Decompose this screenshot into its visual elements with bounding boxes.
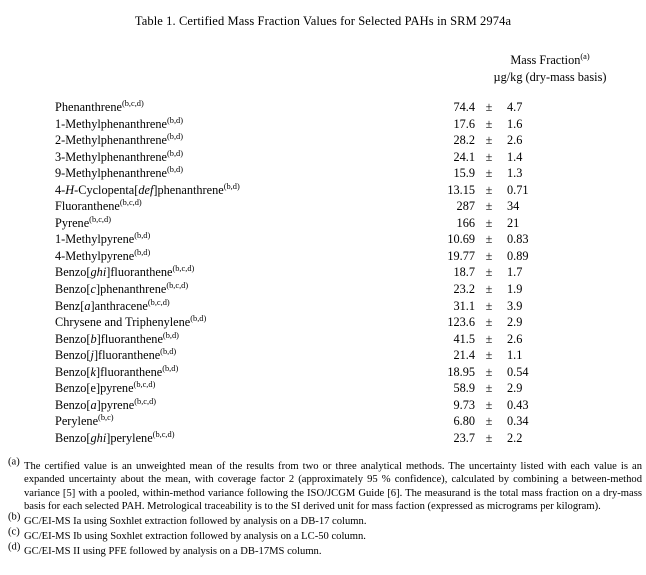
plus-minus-symbol: ± <box>485 430 493 445</box>
footnote-text: The certified value is an unweighted mean of the results from two or three analytical methods. The uncertainty listed with each value is an expanded uncertainty about the mean, with coverage factor 2 (approximately 95 % confidence), calculated by combining a between-method variance [5] with a pooled, within-method variance following the ISO/JCGM Guide [6]. The measurand is the total mass fraction on a dry-mass basis for each selected PAH. Metrological traceability is to the SI derived unit for mass faction (expressed as micrograms per kilogram). <box>24 461 642 513</box>
footnote <box>8 526 642 543</box>
table-row <box>0 183 646 200</box>
table-row <box>0 398 646 415</box>
analyte-name: Benzo[a]pyrene$^{(b,c,d)}$ <box>55 396 157 412</box>
plus-minus-symbol: ± <box>485 215 493 230</box>
uncertainty-value: 1.1 <box>507 348 523 363</box>
analyte-name: 9-Methylphenanthrene$^{(b,d)}$ <box>55 165 184 181</box>
plus-minus-symbol: ± <box>485 166 493 181</box>
uncertainty-value: 1.7 <box>507 265 523 280</box>
mass-fraction-value: 28.2 <box>453 133 475 148</box>
analyte-name: Benzo[c]phenanthrene$^{(b,c,d)}$ <box>55 280 189 297</box>
table-row <box>0 199 646 216</box>
table-row <box>0 365 646 382</box>
mass-fraction-value: 17.6 <box>453 116 475 131</box>
footnote <box>8 541 642 558</box>
uncertainty-value: 4.7 <box>507 100 523 114</box>
mass-fraction-value: 24.1 <box>453 149 475 164</box>
footnote <box>8 456 642 513</box>
mass-fraction-value: 9.73 <box>453 397 475 412</box>
mass-fraction-value: 74.4 <box>453 100 475 114</box>
footnote <box>8 511 642 528</box>
table-row <box>0 431 646 448</box>
analyte-name: Benzo[e]pyrene$^{(b,c,d)}$ <box>55 380 156 396</box>
uncertainty-value: 21 <box>507 215 520 230</box>
uncertainty-value: 1.4 <box>507 149 523 164</box>
uncertainty-value: 2.9 <box>507 381 523 396</box>
uncertainty-value: 0.83 <box>507 232 529 247</box>
table-row <box>0 249 646 266</box>
table-row <box>0 414 646 431</box>
analyte-name: Benzo[b]fluoranthene$^{(b,d)}$ <box>55 330 179 346</box>
mass-fraction-value: 123.6 <box>447 315 475 330</box>
table-row <box>0 150 646 167</box>
mass-fraction-value: 18.7 <box>453 265 475 280</box>
analyte-name: Fluoranthene$^{(b,c,d)}$ <box>55 198 142 214</box>
uncertainty-value: 0.89 <box>507 248 529 263</box>
table-row <box>0 348 646 365</box>
uncertainty-value: 0.71 <box>507 182 529 197</box>
analyte-name: Benz[a]anthracene$^{(b,c,d)}$ <box>55 297 170 313</box>
mass-fraction-value: 15.9 <box>453 166 475 181</box>
plus-minus-symbol: ± <box>485 397 493 412</box>
table-page <box>0 14 646 575</box>
footnote-mark: (a) <box>8 456 20 468</box>
table-row <box>0 133 646 150</box>
table-row <box>0 232 646 249</box>
plus-minus-symbol: ± <box>485 381 493 396</box>
analyte-name: 4-Methylpyrene$^{(b,d)}$ <box>55 247 151 263</box>
plus-minus-symbol: ± <box>485 100 493 114</box>
table-row <box>0 381 646 398</box>
plus-minus-symbol: ± <box>485 133 493 148</box>
table-row <box>0 332 646 349</box>
footnote-text: GC/EI-MS II using PFE followed by analysis on a DB-17MS column. <box>24 545 322 557</box>
table-row <box>0 282 646 299</box>
analyte-name: Benzo[j]fluoranthene$^{(b,d)}$ <box>55 347 177 363</box>
plus-minus-symbol: ± <box>485 414 493 429</box>
plus-minus-symbol: ± <box>485 315 493 330</box>
analyte-name: 1-Methylphenanthrene$^{(b,d)}$ <box>55 115 184 131</box>
table-row <box>0 265 646 282</box>
mass-fraction-value: 10.69 <box>447 232 475 247</box>
mass-fraction-value: 23.2 <box>453 282 475 297</box>
plus-minus-symbol: ± <box>485 248 493 263</box>
uncertainty-value: 0.34 <box>507 414 529 429</box>
footnotes <box>8 456 642 559</box>
analyte-name: Pyrene$^{(b,c,d)}$ <box>55 214 111 230</box>
uncertainty-value: 2.9 <box>507 315 523 330</box>
table-row <box>0 117 646 134</box>
mass-fraction-value: 31.1 <box>453 298 475 313</box>
footnote-mark: (d) <box>8 541 21 553</box>
uncertainty-value: 2.6 <box>507 331 523 346</box>
column-header-footnote-mark: (a) <box>580 51 590 61</box>
plus-minus-symbol: ± <box>485 348 493 363</box>
table-row <box>0 166 646 183</box>
table-row <box>0 299 646 316</box>
mass-fraction-value: 6.80 <box>453 414 475 429</box>
plus-minus-symbol: ± <box>485 149 493 164</box>
mass-fraction-value: 21.4 <box>453 348 475 363</box>
uncertainty-value: 0.43 <box>507 397 529 412</box>
table-row <box>0 315 646 332</box>
analyte-name: 1-Methylpyrene$^{(b,d)}$ <box>55 231 151 247</box>
analyte-name: Benzo[k]fluoranthene$^{(b,d)}$ <box>55 363 179 379</box>
plus-minus-symbol: ± <box>485 116 493 131</box>
analyte-name: Benzo[ghi]fluoranthene$^{(b,c,d)}$ <box>55 264 195 280</box>
uncertainty-value: 1.6 <box>507 116 523 131</box>
plus-minus-symbol: ± <box>485 364 493 379</box>
uncertainty-value: 3.9 <box>507 298 523 313</box>
column-header <box>455 52 645 85</box>
analyte-name: 4-H-Cyclopenta[def]phenanthrene$^{(b,d)}$ <box>55 181 240 197</box>
mass-fraction-value: 19.77 <box>447 248 475 263</box>
column-header-line2: µg/kg (dry-mass basis) <box>493 69 607 84</box>
column-header-line1: Mass Fraction <box>510 53 581 67</box>
table-body <box>0 100 646 447</box>
footnote-mark: (b) <box>8 511 21 523</box>
plus-minus-symbol: ± <box>485 331 493 346</box>
table-row <box>0 100 646 117</box>
plus-minus-symbol: ± <box>485 265 493 280</box>
plus-minus-symbol: ± <box>485 232 493 247</box>
footnote-mark: (c) <box>8 526 20 538</box>
footnote-text: GC/EI-MS Ib using Soxhlet extraction followed by analysis on a LC-50 column. <box>24 530 366 542</box>
plus-minus-symbol: ± <box>485 182 493 197</box>
mass-fraction-value: 41.5 <box>453 331 475 346</box>
mass-fraction-value: 13.15 <box>447 182 475 197</box>
mass-fraction-value: 18.95 <box>447 364 475 379</box>
analyte-name: Benzo[ghi]perylene$^{(b,c,d)}$ <box>55 429 175 445</box>
uncertainty-value: 2.2 <box>507 430 523 445</box>
footnote-text: GC/EI-MS Ia using Soxhlet extraction followed by analysis on a DB-17 column. <box>24 515 367 527</box>
analyte-name: 2-Methylphenanthrene$^{(b,d)}$ <box>55 132 184 148</box>
analyte-name: Perylene$^{(b,c)}$ <box>55 413 114 429</box>
page-title: Table 1. Certified Mass Fraction Values for Selected PAHs in SRM 2974a <box>134 14 512 28</box>
analyte-name: 3-Methylphenanthrene$^{(b,d)}$ <box>55 148 184 164</box>
analyte-name: Chrysene and Triphenylene$^{(b,d)}$ <box>55 314 207 330</box>
mass-fraction-value: 287 <box>456 199 475 214</box>
uncertainty-value: 0.54 <box>507 364 529 379</box>
uncertainty-value: 1.3 <box>507 166 523 181</box>
analyte-name: Phenanthrene$^{(b,c,d)}$ <box>55 98 144 114</box>
uncertainty-value: 2.6 <box>507 133 523 148</box>
plus-minus-symbol: ± <box>485 282 493 297</box>
mass-fraction-value: 166 <box>456 215 475 230</box>
uncertainty-value: 1.9 <box>507 282 523 297</box>
plus-minus-symbol: ± <box>485 199 493 214</box>
plus-minus-symbol: ± <box>485 298 493 313</box>
table-row <box>0 216 646 233</box>
mass-fraction-value: 23.7 <box>453 430 475 445</box>
mass-fraction-value: 58.9 <box>453 381 475 396</box>
uncertainty-value: 34 <box>507 199 520 214</box>
